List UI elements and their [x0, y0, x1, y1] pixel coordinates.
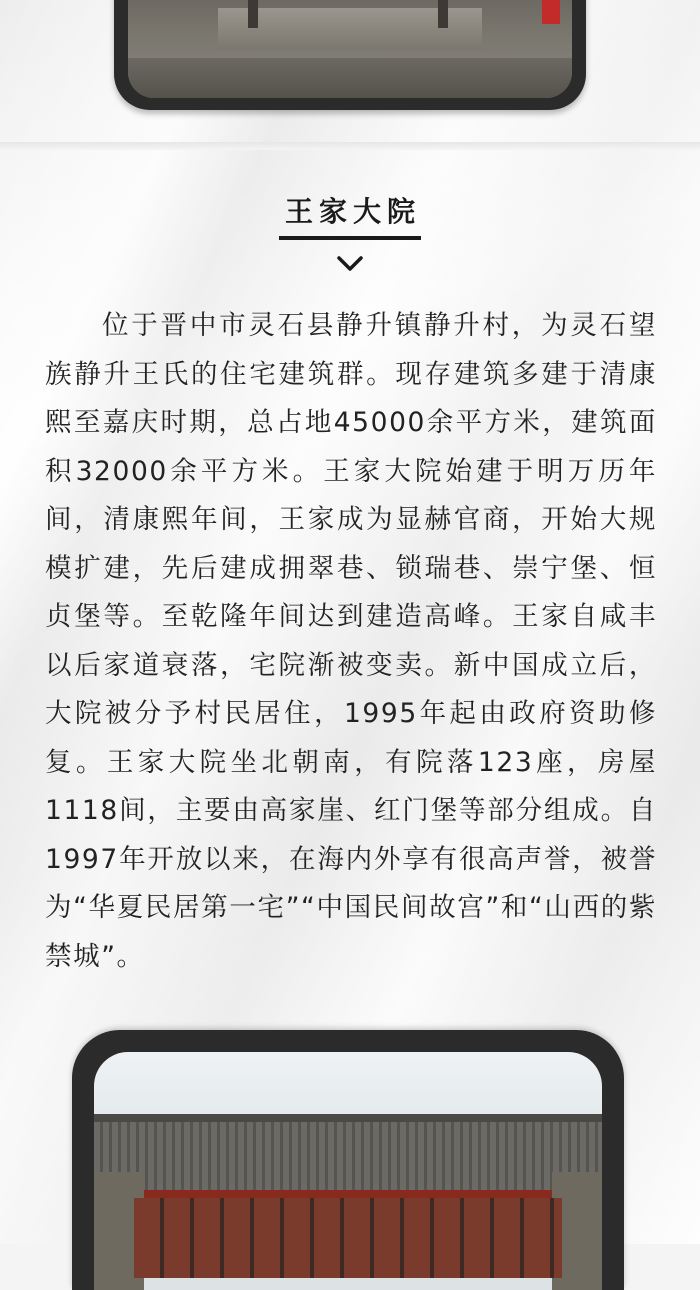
section-divider-band — [0, 142, 700, 150]
courtyard-photo — [128, 0, 572, 98]
section-title: 王家大院 — [279, 190, 421, 240]
chevron-down-icon — [336, 254, 364, 274]
article-paragraph: 位于晋中市灵石县静升镇静升村，为灵石望族静升王氏的住宅建筑群。现存建筑多建于清康熙至嘉庆时期，总占地45000余平方米，建筑面积32000余平方米。王家大院始建于明万历年间，清康熙年间，王家成为显赫官商，开始大规模扩建，先后建成拥翠巷、锁瑞巷、崇宁堡、恒贞堡等。至乾隆年间达到建造高峰。王家自咸丰以后家道衰落，宅院渐被变卖。新中国成立后，大院被分予村民居住，1995年起由政府资助修复。王家大院坐北朝南，有院落123座，房屋1118间，主要由高家崖、红门堡等部分组成。自1997年开放以来，在海内外享有很高声誉，被誉为“华夏民居第一宅”“中国民间故宫”和“山西的紫禁城”。 — [45, 310, 657, 972]
hall-photo — [94, 1052, 602, 1290]
bottom-photo-frame — [72, 1030, 624, 1290]
section-heading — [0, 190, 700, 240]
top-photo-frame — [114, 0, 586, 110]
